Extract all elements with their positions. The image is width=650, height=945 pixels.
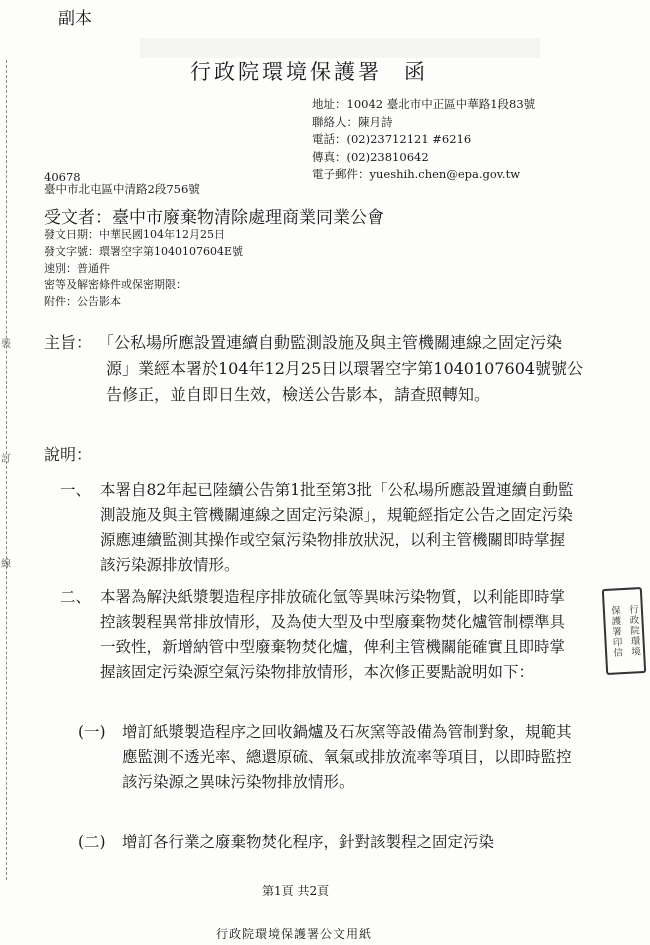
description-item: 本署為解決紙漿製造程序排放硫化氫等異味污染物質，以利能即時掌控該製程異常排放情形，及為使大型及中型廢棄物焚化爐管制標準具一致性，新增納管中型廢棄物焚化爐，俾利主管機關能確實且即時掌握該固定污染源空氣污染物排放情形，本次修正要點說明如下： [100,588,566,681]
subject-label: 主旨： [44,333,93,352]
page-number: 第1頁 共2頁 [262,884,330,898]
sender-email: 電子郵件：yueshih.chen@epa.gov.tw [312,167,521,182]
document-type: 函 [404,60,428,84]
recipient-address: 臺中市北屯區中清路2段756號 [44,182,200,196]
binding-line [6,60,7,880]
recipient-zip: 40678 [44,170,81,184]
sender-info [312,96,642,184]
subject-text: 「公私場所應設置連續自動監測設施及與主管機關連線之固定污染源」業經本署於104年12月25日以環署空字第1040107604號號公告修正，並自即日生效，檢送公告影本，請查照轉知。 [98,333,584,404]
attachment: 附件：公告影本 [44,295,121,309]
faint-show-through [140,38,540,58]
item-marker: 二、 [60,588,92,606]
document-meta [44,227,444,311]
document-number: 發文字號：環署空字第1040107604E號 [44,244,244,258]
binding-mark-zhuang: 裝 [1,339,11,350]
sender-address: 地址：10042 臺北市中正區中華路1段83號 [312,97,536,111]
binding-mark-ding: 訂 [1,454,11,465]
sender-fax: 傳真：(02)23810642 [312,149,429,164]
description-label: 說明： [44,445,93,464]
description-item: 本署自82年起已陸續公告第1批至第3批「公私場所應設置連續自動監測設施及與主管機關連線之固定污染源」，規範經指定公告之固定污染源應連續監測其操作或空氣污染物排放狀況，以利主管機關即時掌握該污染源排放情形。 [100,481,574,574]
footer-letterhead: 行政院環境保護署公文用紙 [216,927,373,941]
official-seal-stamp [602,587,646,675]
issue-date: 發文日期：中華民國104年12月25日 [44,228,225,241]
description-subitem: 增訂紙漿製造程序之回收鍋爐及石灰窯等設備為管制對象，規範其應監測不透光率、總還原硫、氧氣或排放流率等項目，以即時監控該污染源之異味污染物排放情形。 [122,723,572,791]
item-marker: 一、 [60,481,92,499]
sender-phone: 電話：(02)23712121 #6216 [312,132,472,147]
copy-label: 副本 [58,9,92,29]
subitem-marker: (一) [78,723,106,741]
delivery-speed: 速別：普通件 [44,261,110,275]
subitem-marker: (二) [78,833,106,851]
binding-mark-xian: 線 [1,559,11,570]
document-title [190,56,428,86]
seal-text-line: 行政院環境 [626,604,641,658]
sender-contact: 聯絡人：陳月詩 [312,114,393,129]
recipient: 受文者：臺中市廢棄物清除處理商業同業公會 [44,208,384,228]
agency-name: 行政院環境保護署 [190,60,382,84]
security-level: 密等及解密條件或保密期限： [44,278,187,292]
description-subitem: 增訂各行業之廢棄物焚化程序，針對該製程之固定污染 [122,833,495,851]
seal-text-line: 保護署印信 [608,604,623,658]
